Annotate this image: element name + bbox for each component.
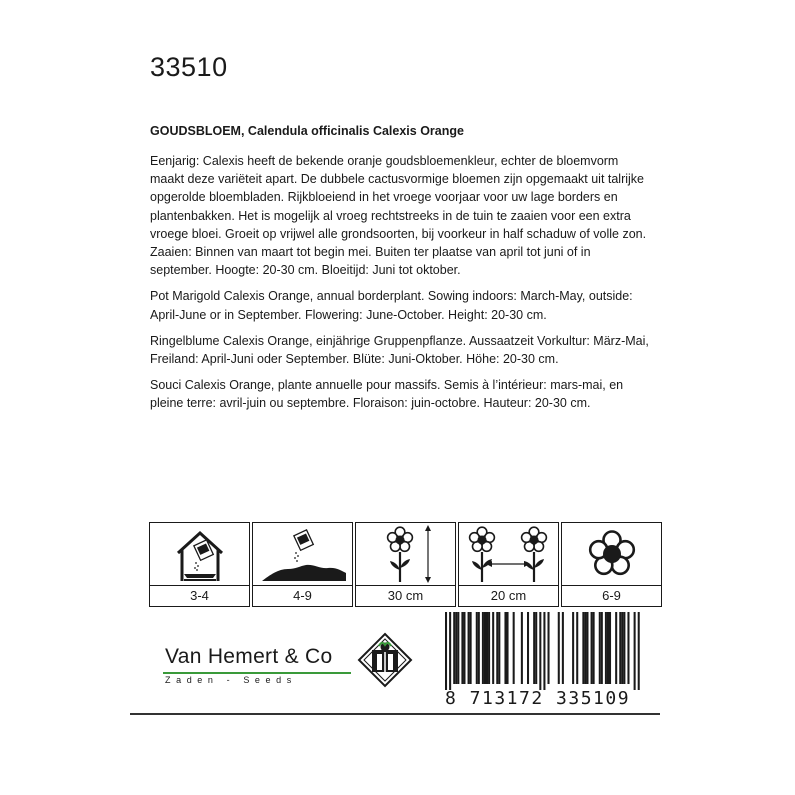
outdoor-sowing-cell bbox=[252, 522, 353, 607]
brand-logo-icon bbox=[357, 632, 413, 688]
description-nl: Eenjarig: Calexis heeft de bekende oranje goudsbloemenkleur, echter de bloemvorm maakt deze variëteit apart. De dubbele cactusvormige bloemen zijn opgemaakt uit talrijke opgerolde bloembladen. Rijkbloeiend in het vroege voorjaar voor uw lage borders en plantenbakken. Het is mogelijk al vroeg rechtstreeks in de tuin te zaaien voor een extra vroege bloei. Groeit op vrijwel alle grondsoorten, bij voorkeur in half schaduw of volle zon. Zaaien: Binnen van maart tot begin mei. Buiten ter plaatse van april tot juni of in september. Hoogte: 20-30 cm. Bloeitijd: Juni tot oktober. bbox=[150, 154, 647, 278]
barcode-bar bbox=[476, 612, 478, 684]
barcode-bar bbox=[484, 612, 486, 684]
barcode-bar bbox=[507, 612, 509, 684]
outdoor-sowing-months: 4-9 bbox=[293, 588, 312, 603]
plant-height-icon bbox=[366, 524, 446, 584]
flowering-icon bbox=[582, 525, 642, 583]
barcode-bar bbox=[488, 612, 490, 684]
barcode-bar bbox=[601, 612, 603, 684]
barcode-bar bbox=[496, 612, 498, 684]
barcode-bar bbox=[478, 612, 480, 684]
flowering-cell bbox=[561, 522, 662, 607]
barcode-bar bbox=[621, 612, 623, 684]
barcode-bar bbox=[486, 612, 488, 684]
barcode-bar bbox=[605, 612, 607, 684]
outdoor-sowing-icon bbox=[258, 525, 348, 583]
cultivation-icons bbox=[149, 522, 664, 607]
barcode-bar bbox=[584, 612, 586, 684]
barcode-bar bbox=[615, 612, 617, 684]
barcode-bar bbox=[513, 612, 515, 684]
product-title: GOUDSBLOEM, Calendula officinalis Calexis Orange bbox=[150, 124, 464, 138]
article-number: 33510 bbox=[150, 52, 228, 82]
barcode-bar bbox=[445, 612, 447, 690]
indoor-sowing-months: 3-4 bbox=[190, 588, 209, 603]
barcode-bar bbox=[599, 612, 601, 684]
barcode-bar bbox=[498, 612, 500, 684]
barcode-bar bbox=[455, 612, 457, 684]
barcode-bar bbox=[576, 612, 578, 684]
description-fr: Souci Calexis Orange, plante annuelle pour massifs. Semis à l’intérieur: mars-mai, en pleine terre: avril-juin ou septembre. Floraison: juin-octobre. Hauteur: 20-30 cm. bbox=[150, 378, 624, 411]
barcode-digits: 8 713172 335109 bbox=[445, 688, 631, 709]
description-en: Pot Marigold Calexis Orange, annual borderplant. Sowing indoors: March-May, outside: April-June or in September. Flowering: June-October. Height: 20-30 cm. bbox=[150, 289, 633, 322]
barcode-bar bbox=[619, 612, 621, 684]
barcode-bar bbox=[586, 612, 588, 684]
barcode-bar bbox=[627, 612, 629, 684]
barcode-bar bbox=[492, 612, 494, 684]
barcode-bar bbox=[607, 612, 609, 684]
flowering-months: 6-9 bbox=[602, 588, 621, 603]
barcode-bar bbox=[463, 612, 465, 684]
barcode-bar bbox=[453, 612, 455, 684]
plant-height-value: 30 cm bbox=[387, 588, 424, 603]
brand-tagline: Zaden - Seeds bbox=[165, 675, 297, 685]
barcode-bar bbox=[461, 612, 463, 684]
barcode-bar bbox=[535, 612, 537, 684]
barcode-bar bbox=[582, 612, 584, 684]
barcode-bar bbox=[572, 612, 574, 684]
bottom-rule bbox=[130, 713, 660, 715]
barcode-bar bbox=[609, 612, 611, 684]
barcode-bar bbox=[539, 612, 541, 690]
description-de: Ringelblume Calexis Orange, einjährige Gruppenpflanze. Aussaatzeit Vorkultur: März-Mai, Freiland: April-Juni oder September. Blüte: Juni-Oktober. Höhe: 20-30 cm. bbox=[150, 333, 649, 367]
barcode-bar bbox=[533, 612, 535, 684]
plant-height-cell bbox=[355, 522, 456, 607]
brand-name: Van Hemert & Co bbox=[165, 645, 333, 668]
indoor-sowing-icon bbox=[160, 525, 240, 583]
barcode-bar bbox=[527, 612, 529, 684]
barcode-bar bbox=[504, 612, 506, 684]
brand-rule bbox=[163, 672, 351, 674]
barcode-bar bbox=[468, 612, 470, 684]
plant-spacing-cell bbox=[458, 522, 559, 607]
barcode-bar bbox=[470, 612, 472, 684]
barcode-bar bbox=[638, 612, 640, 690]
barcode-bar bbox=[591, 612, 593, 684]
barcode-bar bbox=[457, 612, 459, 684]
barcode-bar bbox=[593, 612, 595, 684]
plant-spacing-value: 20 cm bbox=[490, 588, 527, 603]
barcode bbox=[440, 612, 640, 690]
barcode-bar bbox=[482, 612, 484, 684]
barcode-bar bbox=[543, 612, 545, 690]
description bbox=[150, 152, 655, 421]
barcode-bar bbox=[521, 612, 523, 684]
barcode-bar bbox=[548, 612, 550, 684]
barcode-bar bbox=[634, 612, 636, 690]
indoor-sowing-cell bbox=[149, 522, 250, 607]
barcode-bar bbox=[562, 612, 564, 684]
barcode-bar bbox=[623, 612, 625, 684]
plant-spacing-icon bbox=[464, 524, 554, 584]
barcode-bar bbox=[449, 612, 451, 690]
barcode-bar bbox=[558, 612, 560, 684]
